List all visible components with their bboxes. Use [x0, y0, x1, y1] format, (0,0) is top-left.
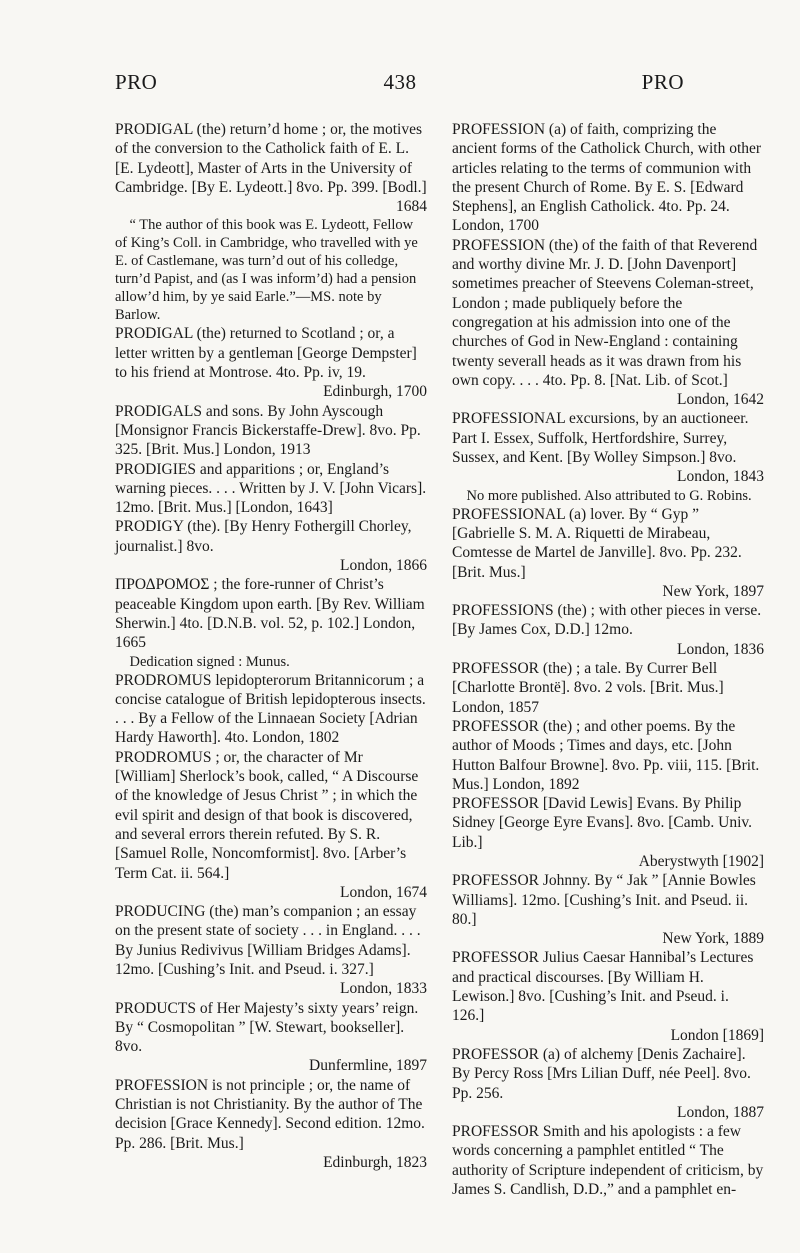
bibliography-entry — [452, 794, 764, 871]
bibliography-entry — [115, 575, 427, 670]
entry-text: PRODUCING (the) man’s companion ; an essay on the present state of society . . . in England. . . . By Junius Redivivus [William Bridges Adams]. 12mo. [Cushing’s Init. and Pseud. i. 327.] — [115, 903, 421, 978]
entry-imprint: London, 1674 — [340, 883, 427, 901]
entry-text: PROFESSOR (a) of alchemy [Denis Zachaire]. By Percy Ross [Mrs Lilian Duff, née Peel]. 8vo. Pp. 256. — [452, 1045, 751, 1102]
entry-text: PRODROMUS ; or, the character of Mr [William] Sherlock’s book, called, “ A Discourse of the knowledge of Jesus Christ ” ; in which the evil spirit and design of that book is discovered, and several errors therein refuted. By S. R. [Samuel Rolle, Noncomformist]. 8vo. [Arber’s Term Cat. ii. 564.] — [115, 748, 419, 882]
bibliography-entry — [452, 505, 764, 601]
entry-text: PROFESSION (the) of the faith of that Reverend and worthy divine Mr. J. D. [John Davenport] sometimes preacher of Steevens Coleman-street, London ; made publiquely before the congregation at his admission into one of the churches of God in New-England : containing twenty severall heads as it was drawn from his own copy. . . . 4to. Pp. 8. [Nat. Lib. of Scot.] — [452, 236, 758, 389]
bibliography-entry — [115, 120, 427, 324]
entry-text: PROFESSOR [David Lewis] Evans. By Philip Sidney [George Eyre Evans]. 8vo. [Camb. Univ. Lib.] — [452, 795, 753, 851]
entry-text: PRODUCTS of Her Majesty’s sixty years’ reign. By “ Cosmopolitan ” [W. Stewart, bookseller]. 8vo. — [115, 999, 419, 1056]
entry-imprint: 1684 — [396, 198, 427, 216]
entry-note: Dedication signed : Munus. — [129, 653, 290, 670]
entry-imprint: Dunfermline, 1897 — [309, 1057, 427, 1075]
bibliography-entry — [452, 659, 764, 717]
entry-note: “ The author of this book was E. Lydeott, Fellow of King’s Coll. in Cambridge, who travelled with ye E. of Castlemane, was turn’d out of his colledge, turn’d Papist, and (as I was inform’d) had a pension allow’d him, by ye said Earle.”—MS. note by Barlow. — [115, 217, 418, 324]
entry-imprint: Aberystwyth [1902] — [638, 852, 764, 870]
left-column — [115, 120, 427, 1172]
entry-text: PRODIGAL (the) return’d home ; or, the motives of the conversion to the Catholick faith of E. L. [E. Lydeott], Master of Arts in the University of Cambridge. [By E. Lydeott.] 8vo. Pp. 399. [Bodl.] — [115, 121, 427, 196]
entry-text: PRODIGAL (the) returned to Scotland ; or, a letter written by a gentleman [George Dempster] to his friend at Montrose. 4to. Pp. iv, 19. — [115, 325, 417, 382]
entry-imprint: Edinburgh, 1700 — [323, 383, 427, 401]
entry-imprint: New York, 1897 — [662, 582, 764, 600]
entry-note: No more published. Also attributed to G. Robins. — [466, 487, 752, 504]
entry-text: PRODIGALS and sons. By John Ayscough [Monsignor Francis Bickerstaffe-Drew]. 8vo. Pp. 325. [Brit. Mus.] London, 1913 — [115, 402, 421, 459]
entry-text: PROFESSIONS (the) ; with other pieces in verse. [By James Cox, D.D.] 12mo. — [452, 602, 762, 639]
entry-text: PROFESSION (a) of faith, comprizing the ancient forms of the Catholick Church, with other articles relating to the terms of communion with the present Church of Rome. By E. S. [Edward Stephens], an English Catholick. 4to. Pp. 24. London, 1700 — [452, 121, 762, 235]
entry-imprint: London, 1843 — [677, 468, 764, 486]
entry-text: PROFESSIONAL (a) lover. By “ Gyp ” [Gabrielle S. M. A. Riquetti de Mirabeau, Comtesse de Martel de Janville]. 8vo. Pp. 232. [Brit. Mus.] — [452, 505, 742, 581]
entry-text: PROFESSOR (the) ; and other poems. By the author of Moods ; Times and days, etc. [John Hutton Balfour Browne]. 8vo. Pp. viii, 115. [Brit. Mus.] London, 1892 — [452, 717, 760, 793]
entry-imprint: London, 1887 — [677, 1103, 764, 1121]
entry-imprint: Edinburgh, 1823 — [323, 1153, 427, 1171]
bibliography-entry — [452, 871, 764, 948]
entry-text: PROFESSIONAL excursions, by an auctioneer. Part I. Essex, Suffolk, Hertfordshire, Surrey, Sussex, and Kent. [By Wolley Simpson.] 8vo. — [452, 410, 749, 467]
running-head-left: PRO — [115, 70, 158, 94]
entry-imprint: London [1869] — [670, 1026, 764, 1044]
entry-text: PROFESSOR (the) ; a tale. By Currer Bell [Charlotte Brontë]. 8vo. 2 vols. [Brit. Mus.] London, 1857 — [452, 660, 724, 716]
entry-imprint: London, 1642 — [677, 391, 764, 409]
entry-text: PROFESSOR Smith and his apologists : a few words concerning a pamphlet entitled “ The authority of Scripture independent of criticism, by James S. Candlish, D.D.,” and a pamphlet en- — [452, 1123, 764, 1199]
entry-imprint: New York, 1889 — [662, 930, 764, 948]
bibliography-entry — [452, 1122, 764, 1199]
bibliography-entry — [115, 1076, 427, 1172]
bibliography-entry — [452, 601, 764, 659]
bibliography-entry — [452, 1045, 764, 1122]
bibliography-entry — [452, 948, 764, 1044]
bibliography-entry — [115, 460, 427, 518]
running-head-right: PRO — [641, 70, 684, 94]
bibliography-entry — [115, 748, 427, 902]
bibliography-entry — [115, 324, 427, 401]
right-column — [452, 120, 764, 1199]
entry-imprint: London, 1836 — [677, 640, 764, 658]
bibliography-entry — [115, 902, 427, 998]
entry-text: PRODROMUS lepidopterorum Britannicorum ; a concise catalogue of British lepidopterous insects. . . . By a Fellow of the Linnaean Society [Adrian Hardy Haworth]. 4to. London, 1802 — [115, 671, 426, 747]
entry-imprint: London, 1866 — [340, 557, 427, 575]
bibliography-entry — [452, 717, 764, 794]
entry-text: PRODIGY (the). [By Henry Fothergill Chorley, journalist.] 8vo. — [115, 518, 412, 555]
page-number: 438 — [383, 70, 417, 94]
bibliography-entry — [452, 409, 764, 504]
bibliography-entry — [115, 671, 427, 748]
entry-text: ΠΡΟΔΡΟΜΟΣ ; the fore-runner of Christ’s peaceable Kingdom upon earth. [By Rev. William Sherwin.] 4to. [D.N.B. vol. 52, p. 102.] London, 1665 — [115, 576, 425, 652]
entry-text: PRODIGIES and apparitions ; or, England’s warning pieces. . . . Written by J. V. [John Vicars]. 12mo. [Brit. Mus.] [London, 1643] — [115, 460, 427, 517]
entry-text: PROFESSOR Julius Caesar Hannibal’s Lectures and practical discourses. [By William H. Lewison.] 8vo. [Cushing’s Init. and Pseud. i. 126.] — [452, 949, 754, 1025]
entry-text: PROFESSION is not principle ; or, the name of Christian is not Christianity. By the author of The decision [Grace Kennedy]. Second edition. 12mo. Pp. 286. [Brit. Mus.] — [115, 1076, 425, 1152]
bibliography-entry — [115, 999, 427, 1076]
bibliography-entry — [115, 402, 427, 460]
entry-imprint: London, 1833 — [340, 980, 427, 998]
bibliography-entry — [452, 236, 764, 410]
bibliography-entry — [115, 517, 427, 575]
entry-text: PROFESSOR Johnny. By “ Jak ” [Annie Bowles Williams]. 12mo. [Cushing’s Init. and Pseud. ii. 80.] — [452, 872, 756, 928]
bibliography-entry — [452, 120, 764, 236]
